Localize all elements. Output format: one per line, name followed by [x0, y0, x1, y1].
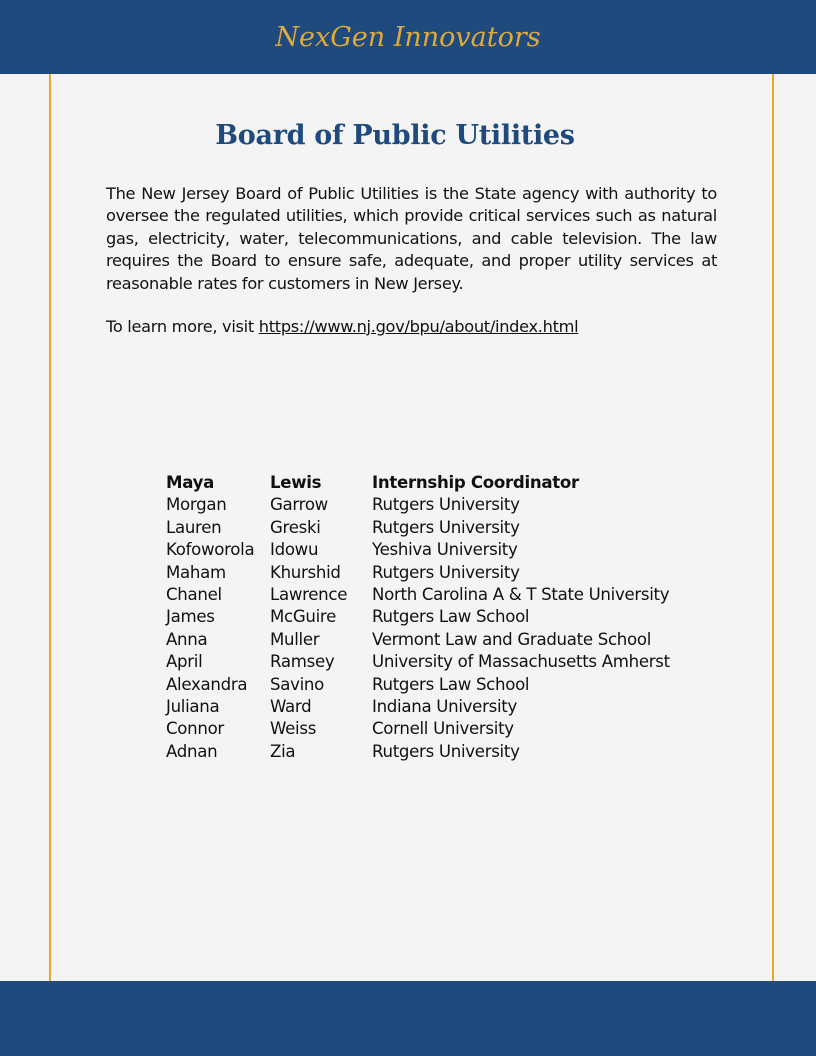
school-cell: Rutgers University — [372, 562, 520, 582]
last-name-cell: Idowu — [270, 540, 319, 560]
first-name-cell: Maham — [166, 562, 226, 582]
table-row — [164, 562, 674, 584]
footer-band — [0, 981, 816, 1056]
table-row — [164, 674, 674, 696]
right-border-line — [772, 160, 774, 981]
school-cell: Rutgers Law School — [372, 674, 530, 694]
first-name-cell: Connor — [166, 719, 224, 739]
table-row — [164, 606, 674, 628]
table-row — [164, 517, 674, 539]
table-row — [164, 584, 674, 606]
first-name-cell: April — [166, 652, 203, 672]
school-cell: University of Massachusetts Amherst — [372, 652, 670, 672]
last-name-cell: Lawrence — [270, 585, 348, 605]
last-name-cell: Ramsey — [270, 652, 335, 672]
header-coordinator: Internship Coordinator — [372, 473, 579, 492]
last-name-cell: Garrow — [270, 495, 328, 515]
page-title: Board of Public Utilities — [215, 120, 575, 151]
school-cell: Rutgers University — [372, 741, 520, 761]
learn-more-text — [106, 316, 578, 338]
learn-more-prefix: To learn more, visit — [106, 317, 259, 336]
school-cell: Indiana University — [372, 697, 517, 717]
first-name-cell: Anna — [166, 629, 208, 649]
first-name-cell: Kofoworola — [166, 540, 255, 560]
school-cell: Rutgers University — [372, 495, 520, 515]
last-name-cell: McGuire — [270, 607, 336, 627]
table-header-row — [164, 472, 674, 494]
table-row — [164, 629, 674, 651]
first-name-cell: Juliana — [166, 697, 220, 717]
brand-title: NexGen Innovators — [275, 22, 541, 53]
intro-paragraph: The New Jersey Board of Public Utilities is the State agency with authority to oversee the regulated utilities, which provide critical services such as natural gas, electricity, water, telecommunications, and cable television. The law requires the Board to ensure safe, adequate, and proper utility services at reasonable rates for customers in New Jersey. — [106, 184, 717, 293]
table-row — [164, 539, 674, 561]
school-cell: Cornell University — [372, 719, 514, 739]
first-name-cell: Alexandra — [166, 674, 248, 694]
table-row — [164, 741, 674, 763]
bpu-about-link[interactable]: https://www.nj.gov/bpu/about/index.html — [258, 317, 579, 336]
left-border-line — [49, 74, 51, 118]
last-name-cell: Ward — [270, 697, 312, 717]
school-cell: Rutgers University — [372, 517, 520, 537]
header-first-name: Maya — [166, 473, 215, 492]
table-row — [164, 696, 674, 718]
school-cell: Vermont Law and Graduate School — [372, 629, 652, 649]
last-name-cell: Savino — [270, 674, 325, 694]
last-name-cell: Khurshid — [270, 562, 341, 582]
first-name-cell: Chanel — [166, 585, 222, 605]
last-name-cell: Muller — [270, 629, 320, 649]
header-last-name: Lewis — [270, 473, 322, 492]
first-name-cell: Lauren — [166, 517, 222, 537]
last-name-cell: Zia — [270, 741, 296, 761]
last-name-cell: Weiss — [270, 719, 317, 739]
school-cell: Yeshiva University — [372, 540, 518, 560]
last-name-cell: Greski — [270, 517, 321, 537]
school-cell: Rutgers Law School — [372, 607, 530, 627]
first-name-cell: Morgan — [166, 495, 227, 515]
school-cell: North Carolina A & T State University — [372, 585, 670, 605]
first-name-cell: Adnan — [166, 741, 218, 761]
table-row — [164, 651, 674, 673]
left-border-line — [49, 118, 51, 981]
table-row — [164, 494, 674, 516]
table-row — [164, 718, 674, 740]
first-name-cell: James — [166, 607, 215, 627]
intern-table — [164, 472, 674, 763]
